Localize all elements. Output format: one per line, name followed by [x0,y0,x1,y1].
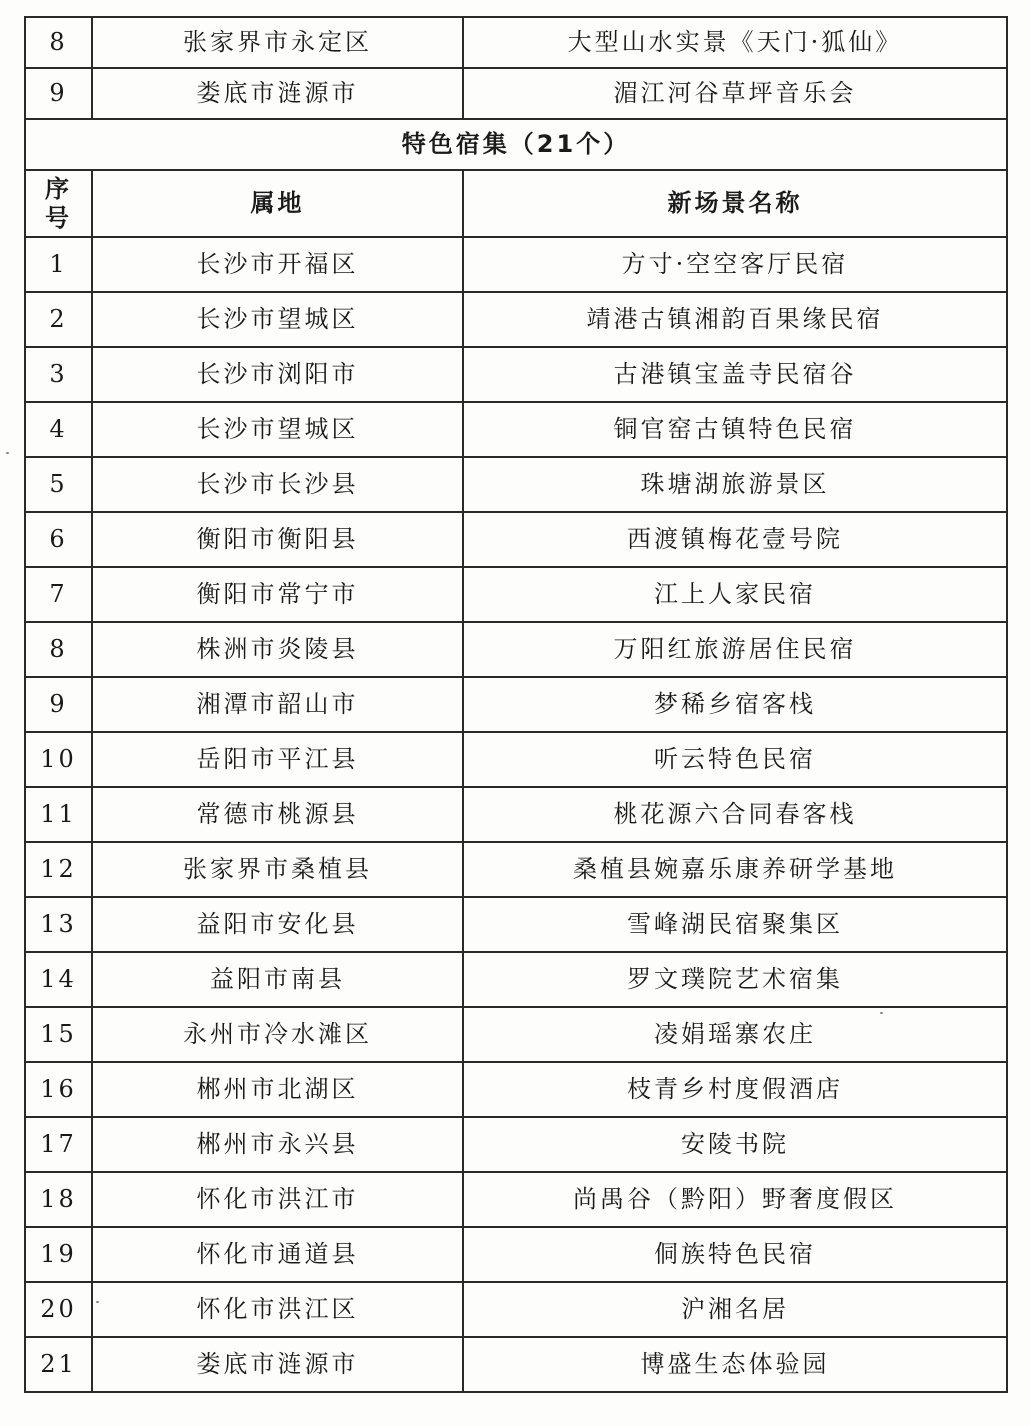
row-index: 12 [25,842,92,897]
row-location: 益阳市南县 [92,952,463,1007]
table-row [25,567,1007,622]
row-index: 16 [25,1062,92,1117]
row-scene-name: 听云特色民宿 [463,732,1007,787]
header-scene-name: 新场景名称 [463,170,1007,237]
row-scene-name: 铜官窑古镇特色民宿 [463,402,1007,457]
row-scene-name: 大型山水实景《天门·狐仙》 [463,17,1007,68]
table-row [25,347,1007,402]
table-row [25,68,1007,119]
row-index: 9 [25,68,92,119]
row-scene-name: 方寸·空空客厅民宿 [463,237,1007,292]
table-row [25,17,1007,68]
row-scene-name: 罗文璞院艺术宿集 [463,952,1007,1007]
row-index: 4 [25,402,92,457]
row-index: 20 [25,1282,92,1337]
scan-speck [96,1301,99,1303]
row-index: 8 [25,17,92,68]
table-row [25,237,1007,292]
row-location: 娄底市涟源市 [92,1337,463,1392]
row-scene-name: 万阳红旅游居住民宿 [463,622,1007,677]
row-location: 岳阳市平江县 [92,732,463,787]
table-row [25,1282,1007,1337]
table-row [25,732,1007,787]
row-index: 15 [25,1007,92,1062]
header-location: 属地 [92,170,463,237]
row-index: 14 [25,952,92,1007]
table-header-row [25,170,1007,237]
row-location: 湘潭市韶山市 [92,677,463,732]
row-index: 6 [25,512,92,567]
row-index: 1 [25,237,92,292]
table-row [25,1062,1007,1117]
row-location: 株洲市炎陵县 [92,622,463,677]
table-row [25,677,1007,732]
row-location: 长沙市浏阳市 [92,347,463,402]
row-index: 18 [25,1172,92,1227]
table-row [25,512,1007,567]
scene-list-table [24,16,1008,1393]
row-location: 长沙市望城区 [92,292,463,347]
row-scene-name: 西渡镇梅花壹号院 [463,512,1007,567]
row-scene-name: 沪湘名居 [463,1282,1007,1337]
row-location: 长沙市开福区 [92,237,463,292]
row-scene-name: 尚禺谷（黔阳）野奢度假区 [463,1172,1007,1227]
table-row [25,897,1007,952]
table-row [25,292,1007,347]
row-index: 3 [25,347,92,402]
row-location: 张家界市永定区 [92,17,463,68]
row-scene-name: 桑植县婉嘉乐康养研学基地 [463,842,1007,897]
section-title: 特色宿集（21个） [25,119,1007,170]
row-location: 怀化市洪江区 [92,1282,463,1337]
row-index: 21 [25,1337,92,1392]
table-row [25,842,1007,897]
header-index-line1: 序 [45,174,72,203]
row-scene-name: 侗族特色民宿 [463,1227,1007,1282]
table-body [25,237,1007,1392]
row-scene-name: 江上人家民宿 [463,567,1007,622]
row-index: 17 [25,1117,92,1172]
row-index: 9 [25,677,92,732]
row-location: 怀化市通道县 [92,1227,463,1282]
row-scene-name: 梦稀乡宿客栈 [463,677,1007,732]
row-location: 衡阳市常宁市 [92,567,463,622]
row-scene-name: 雪峰湖民宿聚集区 [463,897,1007,952]
row-location: 娄底市涟源市 [92,68,463,119]
table-row [25,622,1007,677]
row-scene-name: 博盛生态体验园 [463,1337,1007,1392]
table-row [25,787,1007,842]
row-scene-name: 枝青乡村度假酒店 [463,1062,1007,1117]
row-location: 永州市冷水滩区 [92,1007,463,1062]
row-location: 常德市桃源县 [92,787,463,842]
row-scene-name: 珠塘湖旅游景区 [463,457,1007,512]
row-index: 7 [25,567,92,622]
row-scene-name: 古港镇宝盖寺民宿谷 [463,347,1007,402]
scan-speck [880,1012,883,1014]
row-location: 长沙市长沙县 [92,457,463,512]
table-row [25,402,1007,457]
table-row [25,1007,1007,1062]
table-row [25,1172,1007,1227]
header-index-line2: 号 [45,203,72,232]
row-index: 11 [25,787,92,842]
row-location: 郴州市永兴县 [92,1117,463,1172]
row-location: 衡阳市衡阳县 [92,512,463,567]
section-title-row [25,119,1007,170]
table-row [25,457,1007,512]
row-scene-name: 湄江河谷草坪音乐会 [463,68,1007,119]
row-scene-name: 桃花源六合同春客栈 [463,787,1007,842]
row-scene-name: 安陵书院 [463,1117,1007,1172]
row-index: 2 [25,292,92,347]
row-location: 长沙市望城区 [92,402,463,457]
row-location: 益阳市安化县 [92,897,463,952]
row-scene-name: 凌娟瑶寨农庄 [463,1007,1007,1062]
table-row [25,1227,1007,1282]
row-location: 郴州市北湖区 [92,1062,463,1117]
row-location: 怀化市洪江市 [92,1172,463,1227]
table-row [25,1337,1007,1392]
table-row [25,1117,1007,1172]
row-index: 13 [25,897,92,952]
row-index: 10 [25,732,92,787]
row-scene-name: 靖港古镇湘韵百果缘民宿 [463,292,1007,347]
row-location: 张家界市桑植县 [92,842,463,897]
row-index: 5 [25,457,92,512]
scan-speck [6,452,9,454]
table-row [25,952,1007,1007]
row-index: 19 [25,1227,92,1282]
header-index [25,170,92,237]
row-index: 8 [25,622,92,677]
